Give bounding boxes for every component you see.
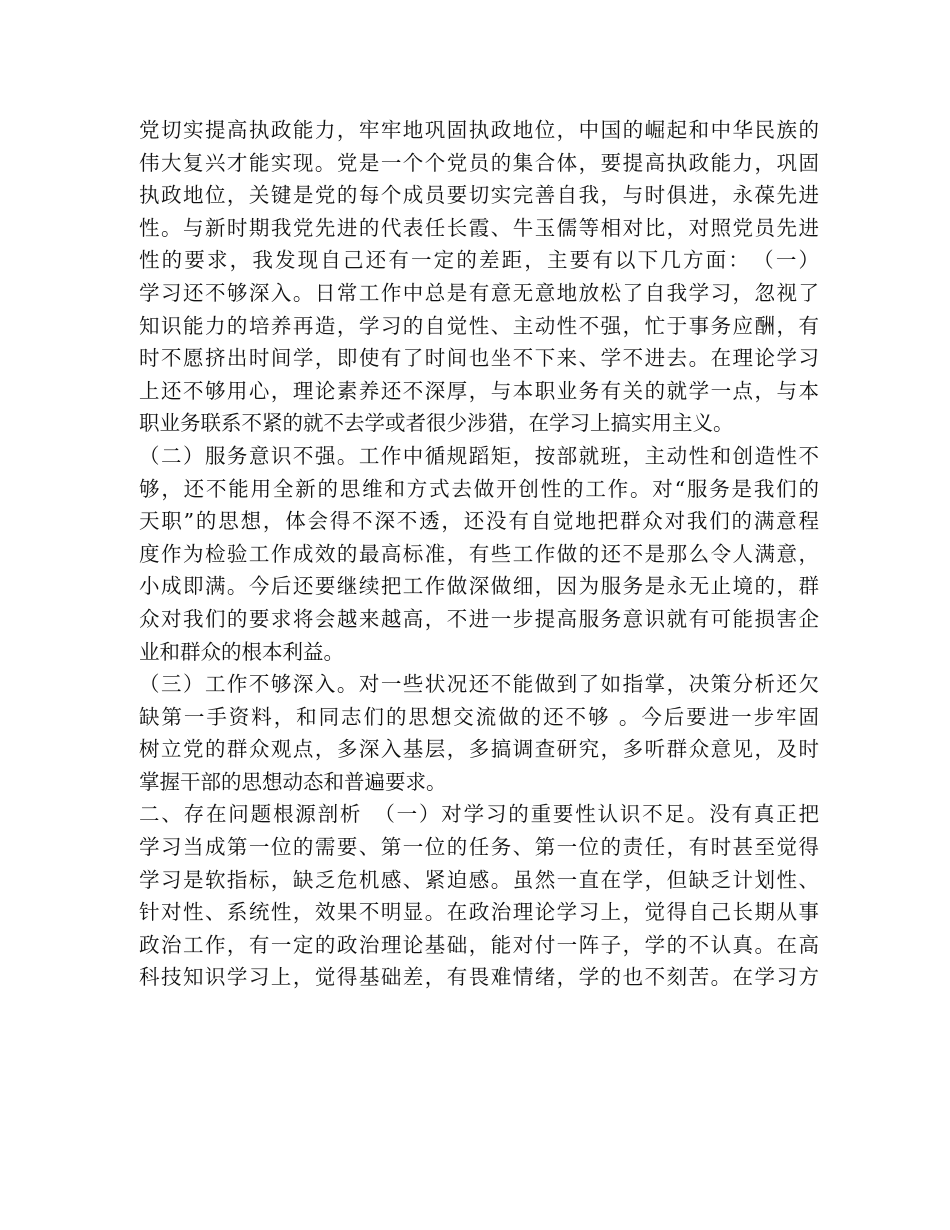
text-line: 业和群众的根本利益。 [139,639,344,664]
text-line: 知识能力的培养再造，学习的自觉性、主动性不强，忙于事务应酬，有 [139,313,819,338]
text-line: 职业务联系不紧的就不去学或者很少涉猎，在学习上搞实用主义。 [139,411,734,436]
text-line: 度作为检验工作成效的最高标准，有些工作做的还不是那么令人满意， [139,541,819,566]
text-line: （二）服务意识不强。工作中循规蹈矩，按部就班，主动性和创造性不 [139,443,819,468]
document-body [139,114,819,994]
text-line: 性。与新时期我党先进的代表任长霞、牛玉儒等相对比，对照党员先进 [139,215,819,240]
text-line: 政治工作，有一定的政治理论基础，能对付一阵子，学的不认真。在高 [139,932,819,957]
text-line: 够，还不能用全新的思维和方式去做开创性的工作。对“服务是我们的 [139,476,819,501]
text-line: 学习当成第一位的需要、第一位的任务、第一位的责任，有时甚至觉得 [139,835,819,860]
text-line: 二、存在问题根源剖析 （一）对学习的重要性认识不足。没有真正把 [139,802,819,827]
text-line: 小成即满。今后还要继续把工作做深做细，因为服务是永无止境的，群 [139,574,819,599]
text-line: （三）工作不够深入。对一些状况还不能做到了如指掌，决策分析还欠 [139,672,819,697]
text-line: 科技知识学习上，觉得基础差，有畏难情绪，学的也不刻苦。在学习方 [139,965,819,990]
text-line: 学习是软指标，缺乏危机感、紧迫感。虽然一直在学，但缺乏计划性、 [139,867,819,892]
text-line: 众对我们的要求将会越来越高，不进一步提高服务意识就有可能损害企 [139,606,819,631]
text-line: 伟大复兴才能实现。党是一个个党员的集合体，要提高执政能力，巩固 [139,150,819,175]
text-line: 上还不够用心，理论素养还不深厚，与本职业务有关的就学一点，与本 [139,378,819,403]
text-line: 针对性、系统性，效果不明显。在政治理论学习上，觉得自己长期从事 [139,900,819,925]
text-line: 时不愿挤出时间学，即使有了时间也坐不下来、学不进去。在理论学习 [139,346,819,371]
text-line: 树立党的群众观点，多深入基层，多搞调查研究，多听群众意见，及时 [139,737,819,762]
text-line: 天职”的思想，体会得不深不透，还没有自觉地把群众对我们的满意程 [139,509,819,534]
text-line: 缺第一手资料，和同志们的思想交流做的还不够 。今后要进一步牢固 [139,704,819,729]
text-line: 党切实提高执政能力，牢牢地巩固执政地位，中国的崛起和中华民族的 [139,118,819,142]
text-line: 学习还不够深入。日常工作中总是有意无意地放松了自我学习，忽视了 [139,280,819,305]
text-line: 性的要求，我发现自己还有一定的差距，主要有以下几方面： （一） [139,248,819,273]
text-line: 执政地位，关键是党的每个成员要切实完善自我，与时俱进，永葆先进 [139,183,819,208]
text-line: 掌握干部的思想动态和普遍要求。 [139,769,447,794]
